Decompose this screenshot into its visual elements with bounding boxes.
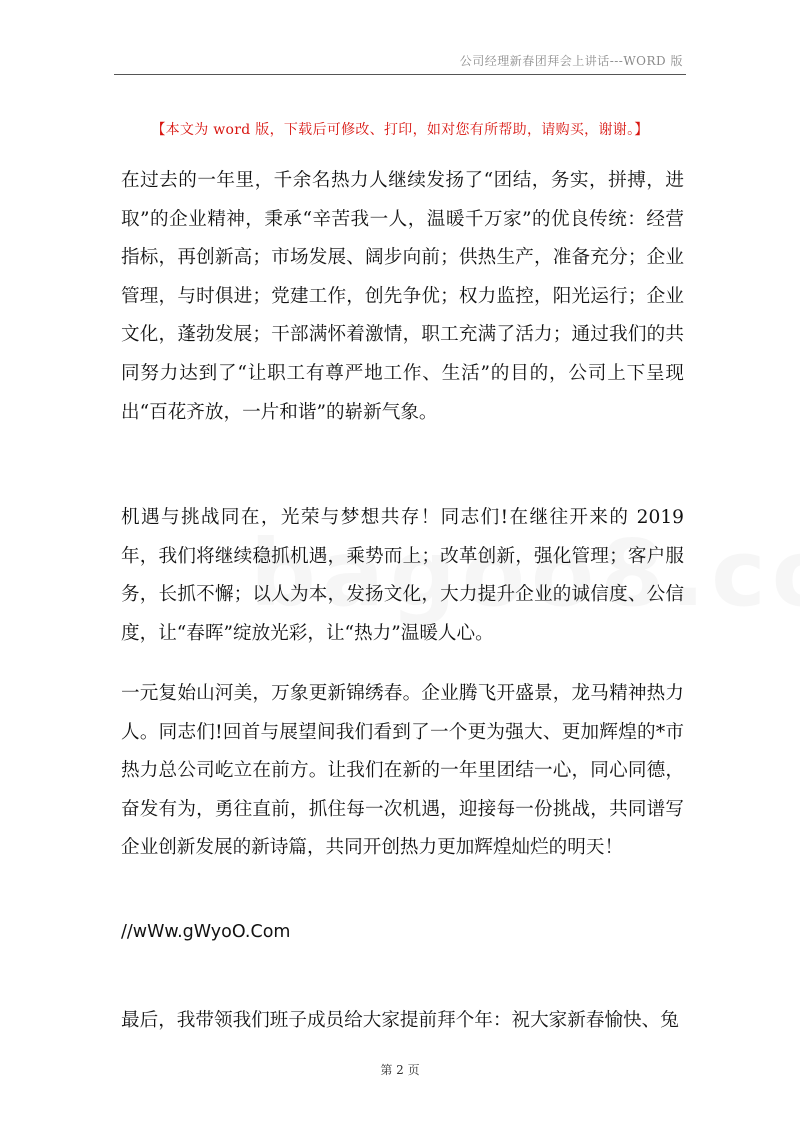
download-notice: 【本文为 word 版，下载后可修改、打印，如对您有所帮助，请购买，谢谢。】 [151,122,649,138]
page-number: 第 2 页 [380,1063,420,1077]
paragraph-closing-call: 一元复始山河美，万象更新锦绣春。企业腾飞开盛景，龙马精神热力人。同志们!回首与展望间我们看到了一个更为强大、更加辉煌的*市热力总公司屹立在前方。让我们在新的一年里团结一心，同心同德，奋发有为，勇往直前，抓住每一次机遇，迎接每一份挑战，共同谱写企业创新发展的新诗篇，共同开创热力更加辉煌灿烂的明天！ [121,683,684,859]
paragraph-new-year-greeting: 最后，我带领我们班子成员给大家提前拜个年：祝大家新春愉快、兔 [121,1010,679,1031]
document-header-title: 公司经理新春团拜会上讲话---WORD 版 [459,54,683,68]
website-url-text: //wWw.gWyoO.Com [121,922,291,942]
paragraph-outlook: 机遇与挑战同在，光荣与梦想共存！同志们!在继往开来的 2019 年，我们将继续稳抓机遇，乘势而上；改革创新，强化管理；客户服务，长抓不懈；以人为本，发扬文化，大力提升企业的诚信度、公信度，让“春晖”绽放光彩，让“热力”温暖人心。 [121,507,684,644]
paragraph-review: 在过去的一年里，千余名热力人继续发扬了“团结，务实，拼搏，进取”的企业精神，秉承“辛苦我一人，温暖千万家”的优良传统：经营指标，再创新高；市场发展、阔步向前；供热生产，准备充分；企业管理，与时俱进；党建工作，创先争优；权力监控，阳光运行；企业文化，蓬勃发展；干部满怀着激情，职工充满了活力；通过我们的共同努力达到了“让职工有尊严地工作、生活”的目的，公司上下呈现出“百花齐放，一片和谐”的崭新气象。 [121,170,684,423]
header-rule [114,74,686,75]
